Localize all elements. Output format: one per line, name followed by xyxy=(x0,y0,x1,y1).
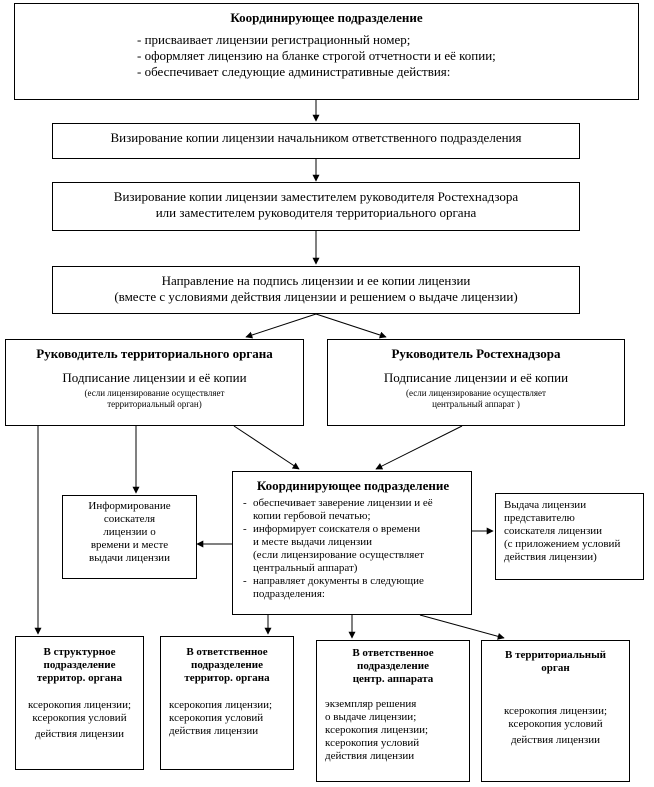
coord-mid-title: Координирующее подразделение xyxy=(256,478,450,493)
head-territorial-note2: территориальный орган) xyxy=(107,399,202,409)
arrow-coord-to-territorial-body xyxy=(420,615,504,638)
head-rostekh-note1: (если лицензирование осуществляет xyxy=(406,388,546,398)
dest-resp-territorial-box: В ответственное подразделение территор. органа ксерокопия лицензии; ксерокопия условий действия лицензии xyxy=(160,636,294,770)
inform-applicant-box: Информирование соискателя лицензии о времени и месте выдачи лицензии xyxy=(62,495,197,579)
head-territorial-action: Подписание лицензии и её копии xyxy=(62,370,247,385)
coord-mid-item-send: - направляет документы в следующие подразделения: xyxy=(239,575,467,601)
dest-structural-box: В структурное подразделение территор. органа ксерокопия лицензии; ксерокопия условий действия лицензии xyxy=(15,636,144,770)
coord-top-list xyxy=(137,32,638,80)
deputy-visa-box xyxy=(52,182,580,231)
dest-resp-central-box: В ответственное подразделение центр. аппарата экземпляр решения о выдаче лицензии; ксерокопия лицензии; ксерокопия условий действия лицензии xyxy=(316,640,470,782)
signature-line2: (вместе с условиями действия лицензии и решением о выдаче лицензии) xyxy=(114,289,518,304)
signature-line1: Направление на подпись лицензии и ее копии лицензии xyxy=(161,273,471,288)
coord-mid-item-inform: - информирует соискателя о времени и месте выдачи лицензии (если лицензирование осуществляет центральный аппарат) xyxy=(239,523,467,575)
coord-top-title: Координирующее подразделение xyxy=(230,10,423,25)
coord-top-item: - оформляет лицензию на бланке строгой отчетности и её копии; xyxy=(137,48,496,63)
arrow-territorial-to-coord xyxy=(234,426,299,469)
head-rostekh-title: Руководитель Ростехнадзора xyxy=(391,346,561,361)
head-territorial-title: Руководитель территориального органа xyxy=(36,346,273,361)
issue-license-box: Выдача лицензии представителю соискателя лицензии (с приложением условий действия лицензии) xyxy=(495,493,644,580)
arrow-signature-to-rostekh xyxy=(316,314,386,337)
arrow-signature-to-territorial xyxy=(246,314,316,337)
head-visa-box xyxy=(52,123,580,159)
deputy-visa-line1: Визирование копии лицензии заместителем руководителя Ростехнадзора xyxy=(113,189,519,204)
head-rostekh-box xyxy=(327,339,625,426)
head-visa-text: Визирование копии лицензии начальником ответственного подразделения xyxy=(110,130,522,145)
coord-top-item: - обеспечивает следующие административные действия: xyxy=(137,64,451,79)
arrow-rostekh-to-coord xyxy=(376,426,462,469)
head-territorial-note1: (если лицензирование осуществляет xyxy=(84,388,225,398)
head-territorial-box xyxy=(5,339,304,426)
coord-mid-item-seal: - обеспечивает заверение лицензии и её копии гербовой печатью; xyxy=(239,497,467,523)
head-rostekh-note2: центральный аппарат ) xyxy=(432,399,520,409)
deputy-visa-line2: или заместителем руководителя территориального органа xyxy=(155,205,477,220)
head-rostekh-action: Подписание лицензии и её копии xyxy=(383,370,569,385)
coord-mid-list xyxy=(239,497,467,601)
coord-mid-box xyxy=(232,471,472,615)
signature-box xyxy=(52,266,580,314)
coord-top-box xyxy=(14,3,639,100)
dest-territorial-body-box: В территориальный орган ксерокопия лицензии; ксерокопия условий действия лицензии xyxy=(481,640,630,782)
coord-top-item: - присваивает лицензии регистрационный номер; xyxy=(137,32,411,47)
